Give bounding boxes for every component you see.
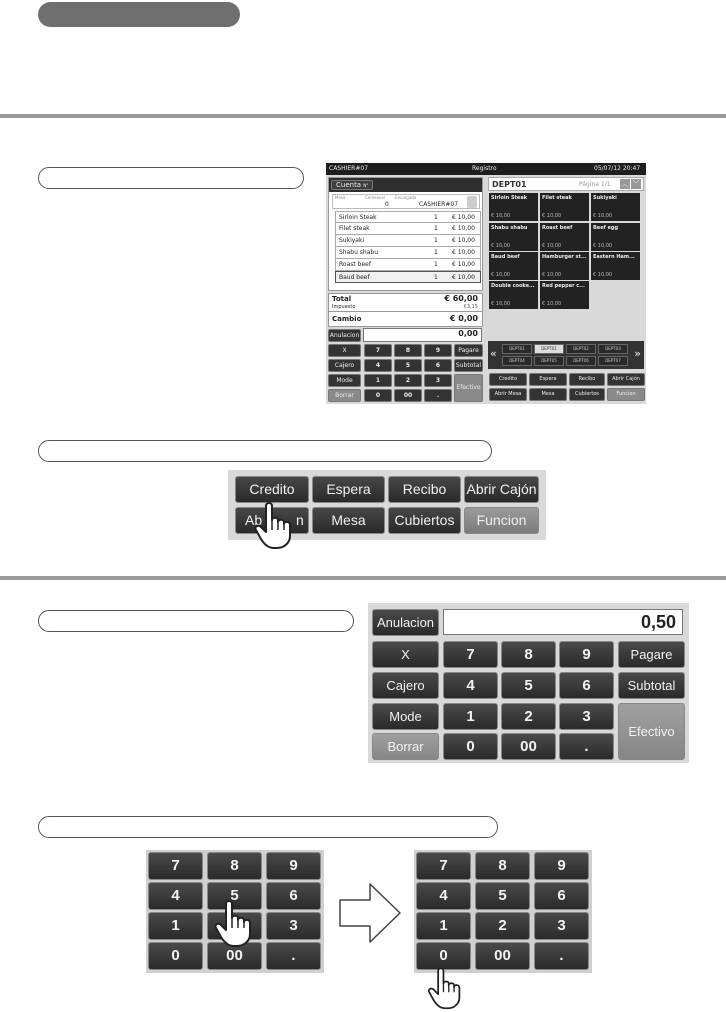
anulacion-button[interactable]: Anulacion: [372, 609, 439, 636]
pagare-button[interactable]: Pagare: [454, 344, 483, 357]
abrir-cajon-button[interactable]: Abrir Cajón: [464, 476, 539, 503]
digit-key-2[interactable]: 2: [501, 703, 556, 730]
tap-hand-icon: [424, 964, 470, 1010]
product-name: Filet steak: [542, 195, 572, 201]
order-header: [329, 178, 482, 192]
x-button[interactable]: X: [328, 344, 361, 357]
digit-key-5[interactable]: 5: [501, 672, 556, 699]
subtotal-button[interactable]: Subtotal: [454, 359, 483, 372]
datetime: 05/07/12 20:47: [594, 165, 641, 172]
amount-display: 0,50: [443, 609, 683, 635]
digit-key-6[interactable]: 6: [424, 359, 452, 372]
digit-key-7[interactable]: 7: [416, 852, 471, 880]
order-item-row[interactable]: [335, 259, 481, 271]
digit-key-9[interactable]: 9: [559, 641, 614, 668]
digit-key-5[interactable]: 5: [394, 359, 422, 372]
digit-key-6[interactable]: 6: [534, 882, 589, 910]
tap-hand-icon: [252, 498, 304, 550]
item-qty: 1: [434, 274, 438, 281]
product-tile[interactable]: [591, 223, 640, 251]
numeric-keypad-panel: [368, 603, 689, 763]
item-qty: 1: [434, 261, 438, 268]
efectivo-button[interactable]: Efectivo: [618, 703, 685, 760]
cubiertos-button[interactable]: Cubiertos: [388, 507, 461, 534]
product-tile[interactable]: [489, 252, 538, 280]
digit-key-8[interactable]: 8: [394, 344, 422, 357]
impuesto-value: €3,15: [463, 304, 478, 310]
step-label-box: [38, 167, 304, 189]
comensal-label: Comensal: [365, 195, 385, 200]
item-qty: 1: [434, 237, 438, 244]
cajero-button[interactable]: Cajero: [372, 672, 439, 699]
mesa-label: Mesa: [335, 195, 346, 200]
dept-title: DEPT01: [492, 180, 527, 189]
order-item-row[interactable]: [335, 211, 481, 223]
digit-key-1[interactable]: 1: [416, 912, 471, 940]
dept-tab-active[interactable]: DEPT01: [534, 344, 564, 354]
digit-key-1[interactable]: 1: [443, 703, 498, 730]
product-name: Shabu shabu: [491, 225, 528, 231]
borrar-button[interactable]: Borrar: [328, 389, 361, 402]
product-name: Roast beef: [542, 225, 573, 231]
mesa-button[interactable]: Mesa: [529, 388, 567, 401]
dept-tab[interactable]: DEPT02: [566, 344, 596, 354]
product-name: Eastern Ham...: [593, 254, 635, 260]
step-label-box: [38, 440, 492, 462]
digit-key-9[interactable]: 9: [266, 852, 321, 880]
product-price: € 10,00: [542, 301, 562, 307]
espera-button[interactable]: Espera: [529, 373, 567, 386]
product-price: € 10,00: [593, 213, 613, 219]
total-value: € 60,00: [444, 294, 478, 303]
dept-tab[interactable]: DEPT04: [502, 356, 532, 366]
digit-key-00[interactable]: 00: [475, 942, 530, 970]
section-header-pill: [38, 2, 240, 27]
digit-key-7[interactable]: 7: [364, 344, 392, 357]
item-name: Shabu shabu: [339, 249, 379, 256]
product-tile[interactable]: [591, 252, 640, 280]
abrir-cajon-button[interactable]: Abrir Cajón: [607, 373, 645, 386]
pos-register-screen: [326, 163, 646, 404]
title-bar: [326, 163, 646, 175]
decimal-key[interactable]: .: [266, 942, 321, 970]
order-item-row[interactable]: [335, 247, 481, 259]
item-price: € 10,00: [452, 225, 475, 232]
item-qty: 1: [434, 214, 438, 221]
order-item-row-selected[interactable]: [335, 271, 481, 283]
digit-key-6[interactable]: 6: [266, 882, 321, 910]
item-name: Baud beef: [339, 274, 370, 281]
order-panel: [328, 177, 483, 291]
abrir-mesa-label-part: Ab: [245, 512, 263, 528]
digit-key-4[interactable]: 4: [416, 882, 471, 910]
abrir-mesa-button[interactable]: Abrir Mesa: [489, 388, 527, 401]
digit-key-4[interactable]: 4: [443, 672, 498, 699]
item-name: Filet steak: [339, 225, 370, 232]
product-price: € 10,00: [491, 301, 511, 307]
cuenta-label: Cuenta: [336, 181, 362, 189]
digit-key-5[interactable]: 5: [475, 882, 530, 910]
order-item-row[interactable]: [335, 235, 481, 247]
product-tile[interactable]: [540, 193, 589, 221]
product-name: Baud beef: [491, 254, 520, 260]
item-price: € 10,00: [452, 261, 475, 268]
product-tile[interactable]: [489, 223, 538, 251]
digit-key-3[interactable]: 3: [266, 912, 321, 940]
cuenta-number-label: N°: [363, 183, 369, 188]
digit-key-8[interactable]: 8: [475, 852, 530, 880]
total-label: Total: [332, 295, 352, 303]
digit-key-7[interactable]: 7: [443, 641, 498, 668]
mode-button[interactable]: Mode: [328, 374, 361, 387]
credito-button[interactable]: Credito: [235, 476, 309, 503]
item-name: Roast beef: [339, 261, 371, 268]
step-label-box: [38, 816, 498, 838]
item-name: Sukiyaki: [339, 237, 365, 244]
digit-key-9[interactable]: 9: [534, 852, 589, 880]
digit-key-0[interactable]: 0: [364, 389, 392, 402]
digit-key-8[interactable]: 8: [207, 852, 262, 880]
item-qty: 1: [434, 225, 438, 232]
digit-key-4[interactable]: 4: [148, 882, 203, 910]
digit-key-00[interactable]: 00: [207, 942, 262, 970]
page-down-icon[interactable]: ﹀: [632, 180, 640, 188]
divider: [329, 311, 482, 312]
product-tile[interactable]: [540, 223, 589, 251]
cubiertos-button[interactable]: Cubiertos: [569, 388, 605, 401]
encargado-label: Encargado: [395, 195, 417, 200]
product-price: € 10,00: [491, 243, 511, 249]
digit-key-8[interactable]: 8: [501, 641, 556, 668]
decimal-key[interactable]: .: [424, 389, 452, 402]
anulacion-button[interactable]: Anulacion: [328, 329, 361, 342]
product-name: Hamburger st...: [542, 254, 587, 260]
recibo-button[interactable]: Recibo: [388, 476, 461, 503]
order-info: [332, 194, 480, 209]
product-area: [488, 177, 644, 191]
digit-key-0[interactable]: 0: [416, 942, 471, 970]
espera-button[interactable]: Espera: [312, 476, 385, 503]
digit-key-2[interactable]: 2: [475, 912, 530, 940]
order-item-row[interactable]: [335, 223, 481, 235]
cajero-button[interactable]: Cajero: [328, 359, 361, 372]
recibo-button[interactable]: Recibo: [569, 373, 605, 386]
decimal-key[interactable]: .: [559, 733, 614, 760]
product-price: € 10,00: [491, 213, 511, 219]
page-up-icon[interactable]: ︿: [621, 180, 629, 188]
mesa-button[interactable]: Mesa: [312, 507, 385, 534]
digit-key-5[interactable]: 5: [207, 882, 262, 910]
product-price: € 10,00: [542, 243, 562, 249]
dept-navigation: [488, 341, 644, 369]
prev-dept-icon[interactable]: «: [490, 347, 497, 360]
digit-key-0[interactable]: 0: [443, 733, 498, 760]
pagare-button[interactable]: Pagare: [618, 641, 685, 668]
cambio-label: Cambio: [332, 315, 362, 323]
cambio-value: € 0,00: [449, 314, 478, 323]
funcion-button[interactable]: Funcion: [607, 388, 645, 401]
digit-key-1[interactable]: 1: [148, 912, 203, 940]
section-divider: [0, 114, 726, 118]
totals-panel: [328, 293, 483, 327]
digit-key-3[interactable]: 3: [424, 374, 452, 387]
encargado-value: CASHIER#07: [419, 201, 459, 208]
product-price: € 10,00: [593, 272, 613, 278]
comensal-value: 0: [385, 201, 389, 208]
dept-tab[interactable]: DEPT06: [566, 356, 596, 366]
item-price: € 10,00: [452, 214, 475, 221]
item-price: € 10,00: [452, 249, 475, 256]
product-price: € 10,00: [542, 213, 562, 219]
cashier-name: CASHIER#07: [329, 165, 369, 172]
borrar-button[interactable]: Borrar: [372, 733, 439, 760]
product-name: Beef egg: [593, 225, 619, 231]
digit-key-3[interactable]: 3: [559, 703, 614, 730]
product-price: € 10,00: [491, 272, 511, 278]
dept-tab[interactable]: DEPT05: [534, 356, 564, 366]
digit-key-1[interactable]: 1: [364, 374, 392, 387]
dept-tab[interactable]: DEPT01: [502, 344, 532, 354]
product-name: Red pepper c...: [542, 283, 585, 289]
item-price: € 10,00: [452, 274, 475, 281]
page-label: Página 1/1: [579, 181, 611, 188]
decimal-key[interactable]: .: [534, 942, 589, 970]
digit-key-6[interactable]: 6: [559, 672, 614, 699]
credito-button[interactable]: Credito: [489, 373, 527, 386]
product-price: € 10,00: [593, 243, 613, 249]
keypad-after: [414, 850, 592, 973]
digit-key-7[interactable]: 7: [148, 852, 203, 880]
funcion-button[interactable]: Funcion: [464, 507, 539, 534]
item-name: Sirloin Steak: [339, 214, 377, 221]
product-price: € 10,00: [542, 272, 562, 278]
amount-display: 0,00: [363, 328, 482, 342]
product-tile[interactable]: [489, 281, 538, 309]
dept-tab[interactable]: DEPT03: [598, 344, 628, 354]
product-name: Sukiyaki: [593, 195, 617, 201]
digit-key-4[interactable]: 4: [364, 359, 392, 372]
mode-button[interactable]: Mode: [372, 703, 439, 730]
step-label-box: [38, 610, 354, 632]
digit-key-0[interactable]: 0: [148, 942, 203, 970]
subtotal-button[interactable]: Subtotal: [618, 672, 685, 699]
impuesto-label: Impuesto: [332, 304, 356, 310]
digit-key-00[interactable]: 00: [501, 733, 556, 760]
item-qty: 1: [434, 249, 438, 256]
item-price: € 10,00: [452, 237, 475, 244]
cuenta-button[interactable]: [331, 180, 373, 190]
abrir-mesa-label-part: n: [296, 512, 304, 528]
product-name: Sirloin Steak: [491, 195, 528, 201]
digit-key-9[interactable]: 9: [424, 344, 452, 357]
efectivo-button[interactable]: Efectivo: [454, 374, 483, 402]
product-name: Double cooke...: [491, 283, 535, 289]
tap-hand-icon: [212, 896, 260, 948]
digit-key-2[interactable]: 2: [394, 374, 422, 387]
product-tile[interactable]: [591, 193, 640, 221]
order-items-list[interactable]: [335, 211, 481, 283]
screen-title: Registro: [472, 165, 497, 172]
product-tile[interactable]: [540, 252, 589, 280]
section-divider: [0, 576, 726, 580]
next-dept-icon[interactable]: »: [634, 347, 641, 360]
dept-header: [488, 177, 644, 191]
product-tile[interactable]: [540, 281, 589, 309]
digit-key-00[interactable]: 00: [394, 389, 422, 402]
x-button[interactable]: X: [372, 641, 439, 668]
product-tile[interactable]: [489, 193, 538, 221]
right-arrow-icon: [338, 882, 402, 944]
dept-tab[interactable]: DEPT07: [598, 356, 628, 366]
digit-key-3[interactable]: 3: [534, 912, 589, 940]
user-avatar-icon: [467, 196, 477, 208]
